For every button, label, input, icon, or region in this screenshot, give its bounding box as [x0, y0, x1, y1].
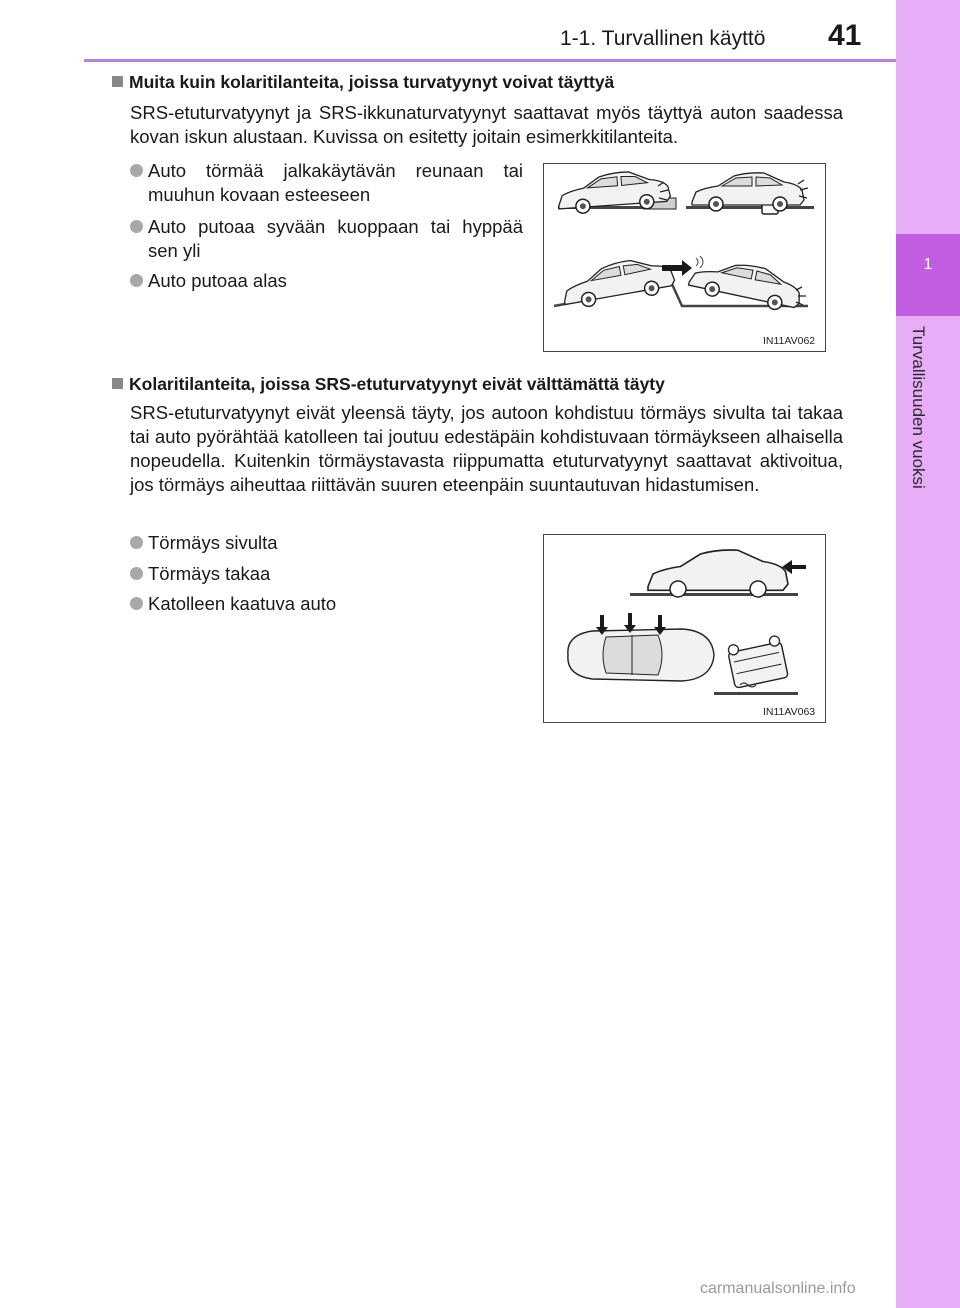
- list-item: [130, 592, 490, 616]
- round-bullet-icon: [130, 164, 143, 177]
- square-bullet-icon: [112, 378, 123, 389]
- section1-heading: [112, 72, 614, 93]
- round-bullet-icon: [130, 274, 143, 287]
- figure-code: IN11AV063: [763, 706, 816, 718]
- list-item-text: Auto törmää jalkakäytävän reunaan tai muuhun kovaan esteeseen: [148, 160, 523, 205]
- section1-heading-text: Muita kuin kolaritilanteita, joissa turvatyynyt voivat täyttyä: [129, 72, 615, 92]
- list-item-text: Auto putoaa alas: [148, 270, 287, 291]
- list-item: [130, 215, 523, 263]
- list-item-text: Törmäys sivulta: [148, 532, 278, 553]
- section1-body: SRS-etuturvatyynyt ja SRS-ikkunaturvatyynyt saattavat myös täyttyä auton saadessa kovan iskun alustaan. Kuvissa on esitetty joitain esimerkkitilanteita.: [130, 102, 843, 147]
- section2-body: SRS-etuturvatyynyt eivät yleensä täyty, jos autoon kohdistuu törmäys sivulta tai takaa tai auto pyörähtää katolleen tai joutuu edestäpäin kohdistuvaan törmäykseen alhaisella nopeudella. Kuitenkin törmäystavasta riippumatta etuturvatyynyt saattavat aktivoitua, jos törmäys aiheuttaa riittävän suuren eteenpäin suuntautuvan hidastumisen.: [130, 402, 843, 495]
- section2-heading: [112, 374, 665, 395]
- section-title: 1-1. Turvallinen käyttö: [560, 27, 766, 50]
- list-item: [130, 562, 490, 586]
- square-bullet-icon: [112, 76, 123, 87]
- list-item: [130, 159, 523, 207]
- chapter-number-box: [896, 234, 960, 316]
- non-deployment-collision-drawing: [544, 535, 825, 722]
- section2-heading-text: Kolaritilanteita, joissa SRS-etuturvatyynyt eivät välttämättä täyty: [129, 374, 665, 394]
- undercarriage-impact-drawing: [544, 164, 825, 351]
- chapter-side-strip: [896, 0, 960, 1308]
- list-item: [130, 531, 490, 555]
- illustration-non-deployment-collisions: [543, 534, 826, 723]
- illustration-undercarriage-impacts: [543, 163, 826, 352]
- round-bullet-icon: [130, 220, 143, 233]
- round-bullet-icon: [130, 536, 143, 549]
- round-bullet-icon: [130, 567, 143, 580]
- list-item: [130, 269, 523, 293]
- watermark: carmanualsonline.info: [700, 1280, 856, 1297]
- header-rule: [84, 59, 896, 62]
- figure-code: IN11AV062: [763, 335, 816, 347]
- chapter-label: Turvallisuuden vuoksi: [909, 326, 928, 489]
- list-item-text: Katolleen kaatuva auto: [148, 593, 337, 614]
- chapter-number: 1: [923, 256, 933, 273]
- page-number: 41: [828, 19, 862, 52]
- list-item-text: Auto putoaa syvään kuoppaan tai hyppää sen yli: [148, 216, 523, 261]
- list-item-text: Törmäys takaa: [148, 563, 271, 584]
- round-bullet-icon: [130, 597, 143, 610]
